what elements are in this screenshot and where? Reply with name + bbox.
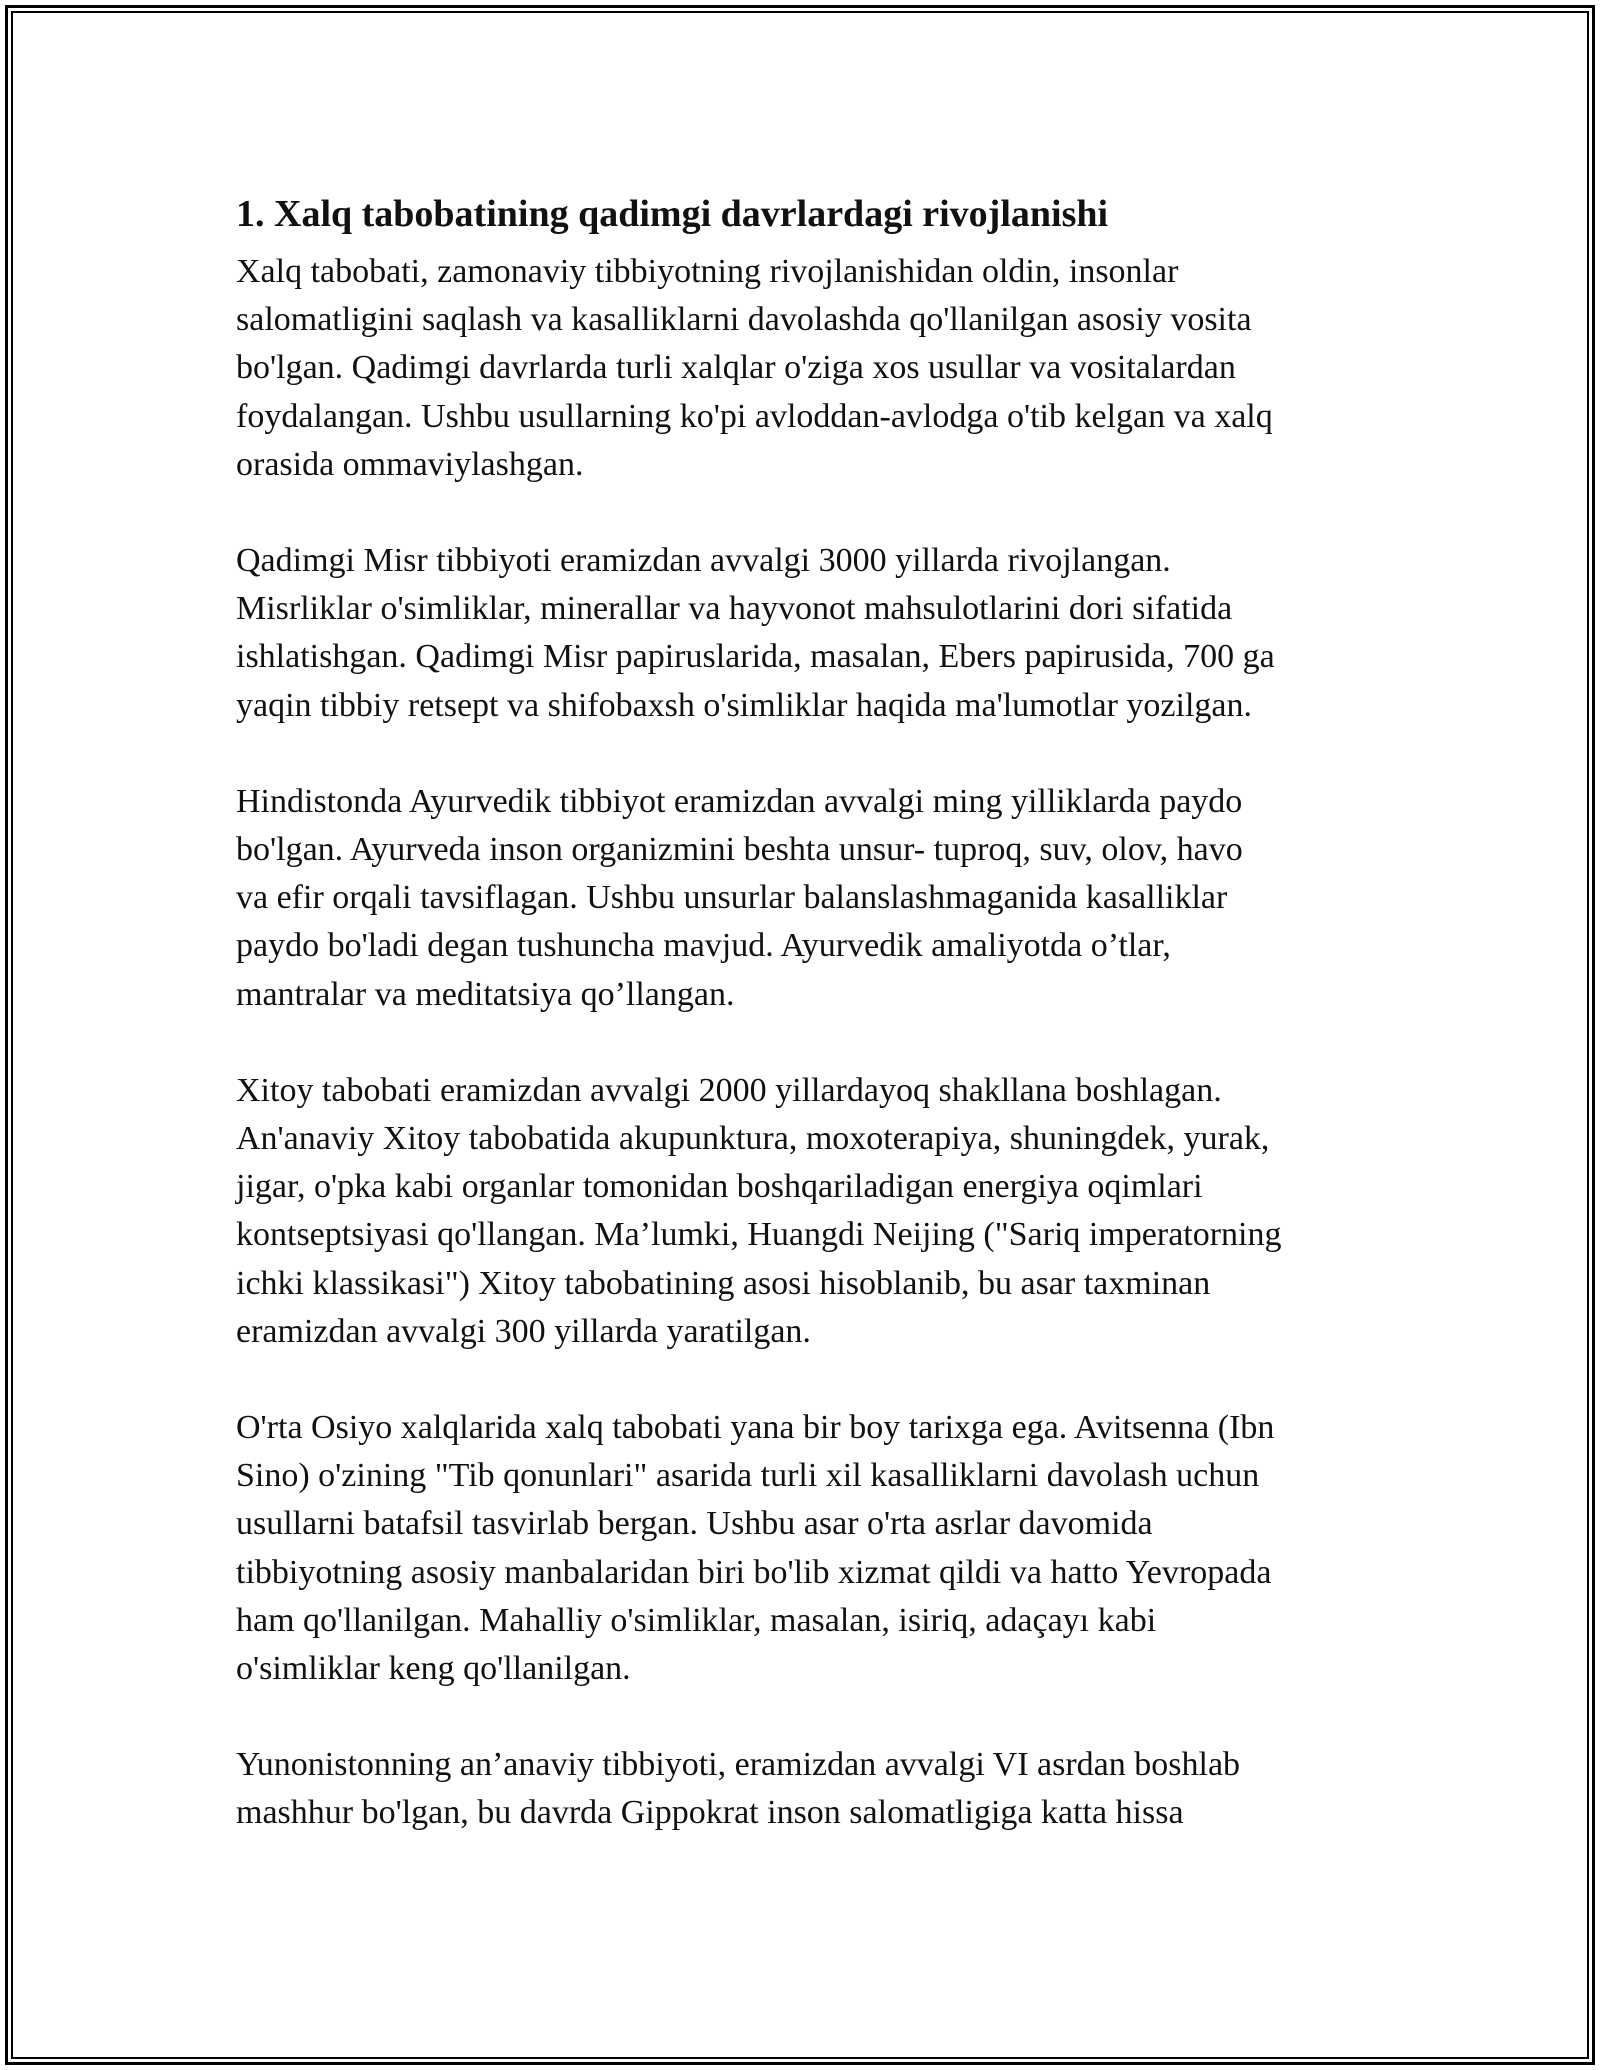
paragraph-list: [236, 248, 1386, 1838]
paragraph: [236, 1404, 1386, 1693]
text-line: eramizdan avvalgi 300 yillarda yaratilgan.: [236, 1312, 811, 1350]
text-line: mantralar va meditatsiya qo’llangan.: [236, 975, 735, 1013]
text-line: O'rta Osiyo xalqlarida xalq tabobati yana bir boy tarixga ega. Avitsenna (Ibn: [236, 1409, 1275, 1447]
text-line: Misrliklar o'simliklar, minerallar va hayvonot mahsulotlarini dori sifatida: [236, 590, 1233, 628]
text-line: bo'lgan. Qadimgi davrlarda turli xalqlar o'ziga xos usullar va vositalardan: [236, 349, 1236, 387]
text-line: va efir orqali tavsiflagan. Ushbu unsurlar balanslashmaganida kasalliklar: [236, 879, 1228, 917]
text-line: Hindistonda Ayurvedik tibbiyot eramizdan avvalgi ming yilliklarda paydo: [236, 782, 1243, 820]
text-line: Xalq tabobati, zamonaviy tibbiyotning rivojlanishidan oldin, insonlar: [236, 253, 1179, 290]
text-line: o'simliklar keng qo'llanilgan.: [236, 1650, 631, 1688]
text-line: mashhur bo'lgan, bu davrda Gippokrat inson salomatligiga katta hissa: [236, 1794, 1184, 1832]
text-line: jigar, o'pka kabi organlar tomonidan boshqariladigan energiya oqimlari: [236, 1168, 1203, 1206]
text-line: Sino) o'zining "Tib qonunlari" asarida turli xil kasalliklarni davolash uchun: [236, 1457, 1260, 1495]
text-line: usullarni batafsil tasvirlab bergan. Ushbu asar o'rta asrlar davomida: [236, 1505, 1153, 1543]
document-body: [236, 184, 1386, 1886]
text-line: tibbiyotning asosiy manbalaridan biri bo'lib xizmat qildi va hatto Yevropada: [236, 1553, 1272, 1591]
text-line: ham qo'llanilgan. Mahalliy o'simliklar, masalan, isiriq, adaçayı kabi: [236, 1601, 1157, 1639]
paragraph: [236, 1067, 1386, 1356]
text-line: yaqin tibbiy retsept va shifobaxsh o'simliklar haqida ma'lumotlar yozilgan.: [236, 686, 1252, 724]
text-line: Qadimgi Misr tibbiyoti eramizdan avvalgi 3000 yillarda rivojlangan.: [236, 542, 1171, 580]
text-line: Xitoy tabobati eramizdan avvalgi 2000 yillardayoq shakllana boshlagan.: [236, 1071, 1222, 1109]
paragraph: [236, 248, 1386, 489]
text-line: bo'lgan. Ayurveda inson organizmini beshta unsur- tuproq, suv, olov, havo: [236, 831, 1243, 869]
text-line: foydalangan. Ushbu usullarning ko'pi avloddan-avlodga o'tib kelgan va xalq: [236, 397, 1273, 435]
paragraph: [236, 1741, 1386, 1837]
paragraph: [236, 537, 1386, 730]
text-line: orasida ommaviylashgan.: [236, 445, 584, 483]
section-heading: 1. Xalq tabobatining qadimgi davrlardagi rivojlanishi: [236, 193, 1109, 235]
text-line: ishlatishgan. Qadimgi Misr papiruslarida, masalan, Ebers papirusida, 700 ga: [236, 638, 1275, 676]
text-line: kontseptsiyasi qo'llangan. Ma’lumki, Huangdi Neijing ("Sariq imperatorning: [236, 1216, 1282, 1254]
text-line: Yunonistonning an’anaviy tibbiyoti, eramizdan avvalgi VI asrdan boshlab: [236, 1746, 1241, 1784]
text-line: An'anaviy Xitoy tabobatida akupunktura, moxoterapiya, shuningdek, yurak,: [236, 1120, 1270, 1158]
text-line: paydo bo'ladi degan tushuncha mavjud. Ayurvedik amaliyotda o’tlar,: [236, 927, 1171, 965]
text-line: ichki klassikasi") Xitoy tabobatining asosi hisoblanib, bu asar taxminan: [236, 1264, 1211, 1302]
paragraph: [236, 778, 1386, 1019]
text-line: salomatligini saqlash va kasalliklarni davolashda qo'llanilgan asosiy vosita: [236, 301, 1252, 339]
